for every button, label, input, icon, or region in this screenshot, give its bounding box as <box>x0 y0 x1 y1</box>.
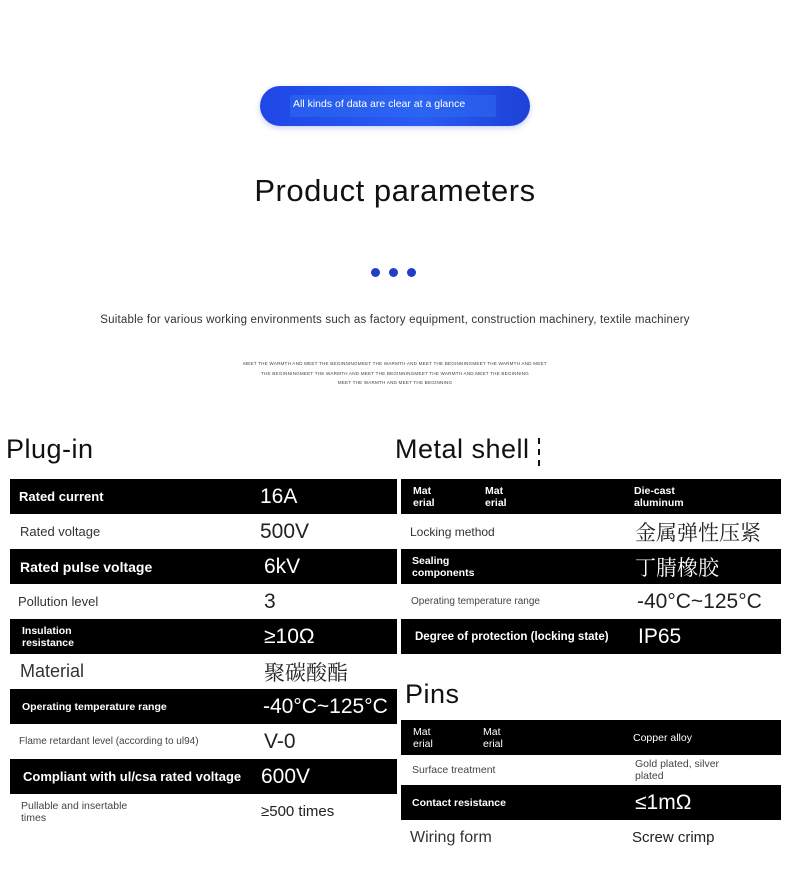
spec-value: 500V <box>260 519 310 543</box>
spec-label: Mat erial <box>485 484 507 509</box>
spec-label: Contact resistance <box>412 796 506 809</box>
spec-value: ≥500 times <box>261 803 335 820</box>
spec-value: 丁腈橡胶 <box>635 556 719 580</box>
spec-value: 6kV <box>264 554 301 578</box>
spec-row <box>10 549 397 584</box>
pins-heading: Pins <box>405 679 460 709</box>
pill-text: All kinds of data are clear at a glance <box>293 98 466 110</box>
spec-label: Insulation resistance <box>22 624 74 649</box>
plugin-heading: Plug-in <box>6 434 94 464</box>
banner-pill <box>260 86 530 126</box>
spec-label: Flame retardant level (according to ul94) <box>19 736 199 747</box>
spec-label: Operating temperature range <box>411 596 540 607</box>
spec-label: Operating temperature range <box>22 700 167 713</box>
dot-icon <box>407 268 416 277</box>
spec-value: Gold plated, silver plated <box>635 757 720 782</box>
spec-row <box>401 720 781 755</box>
spec-value: IP65 <box>638 624 682 648</box>
page-title: Product parameters <box>254 173 536 208</box>
decorative-dots <box>371 264 416 282</box>
spec-label: Rated current <box>19 489 104 504</box>
tagline-line: MEET THE WARMTH AND MEET THE BEGINNINGMEET THE WARMTH AND MEET THE BEGINNINGMEET THE WARMTH AND MEET <box>243 361 547 366</box>
spec-label: Material <box>20 661 85 681</box>
spec-value: ≥10Ω <box>264 624 315 648</box>
spec-value: V-0 <box>264 729 296 753</box>
spec-value: 金属弹性压紧 <box>635 521 761 545</box>
spec-label: Locking method <box>410 524 495 539</box>
tagline-line: MEET THE WARMTH AND MEET THE BEGINNING <box>337 380 453 385</box>
spec-row <box>401 479 781 514</box>
spec-value: Copper alloy <box>633 731 692 744</box>
spec-label: Degree of protection (locking state) <box>415 630 609 643</box>
spec-row <box>401 514 781 549</box>
metal-heading: Metal shell <box>395 434 530 464</box>
spec-value: Die-cast aluminum <box>634 484 684 509</box>
spec-value: -40°C~125°C <box>637 589 762 613</box>
spec-label: Rated pulse voltage <box>20 558 153 575</box>
dot-icon <box>389 268 398 277</box>
spec-row <box>10 689 397 724</box>
spec-value: 16A <box>260 484 298 508</box>
spec-row <box>10 514 397 549</box>
spec-row <box>401 619 781 654</box>
spec-value: -40°C~125°C <box>263 694 388 718</box>
spec-row <box>10 479 397 514</box>
page-subtitle: Suitable for various working environments such as factory equipment, construction machinery, textile machinery <box>100 314 690 326</box>
spec-label: Mat erial <box>483 725 503 750</box>
spec-row <box>401 820 781 855</box>
spec-label: Mat erial <box>413 484 435 509</box>
spec-value: ≤1mΩ <box>635 790 692 814</box>
spec-row <box>10 619 397 654</box>
spec-value: 3 <box>264 589 276 613</box>
spec-row <box>10 759 397 794</box>
spec-value: 600V <box>261 764 311 788</box>
spec-row <box>10 654 397 689</box>
spec-label: Compliant with ul/csa rated voltage <box>23 769 242 784</box>
spec-row <box>401 752 781 787</box>
spec-value: Screw crimp <box>632 829 715 846</box>
tagline-line: THE BEGINNINGMEET THE WARMTH AND MEET THE BEGINNINGMEET THE WARMTH AND MEET THE BEGINNING <box>261 370 529 376</box>
spec-row <box>10 794 397 829</box>
decorative-tagline <box>230 359 560 388</box>
spec-row <box>10 724 397 759</box>
spec-row <box>401 785 781 820</box>
spec-label: Pollution level <box>18 594 99 609</box>
spec-label: Mat erial <box>413 725 433 750</box>
spec-label: Sealing components <box>412 554 475 579</box>
spec-label: Surface treatment <box>412 763 496 776</box>
dot-icon <box>371 268 380 277</box>
spec-label: Rated voltage <box>20 524 101 539</box>
spec-row <box>401 584 781 619</box>
spec-value: 聚碳酸酯 <box>264 661 348 685</box>
spec-row <box>10 584 397 619</box>
text-cursor-icon <box>538 438 542 466</box>
spec-row <box>401 549 781 584</box>
spec-label: Wiring form <box>410 828 492 846</box>
spec-label: Pullable and insertable times <box>21 799 128 824</box>
